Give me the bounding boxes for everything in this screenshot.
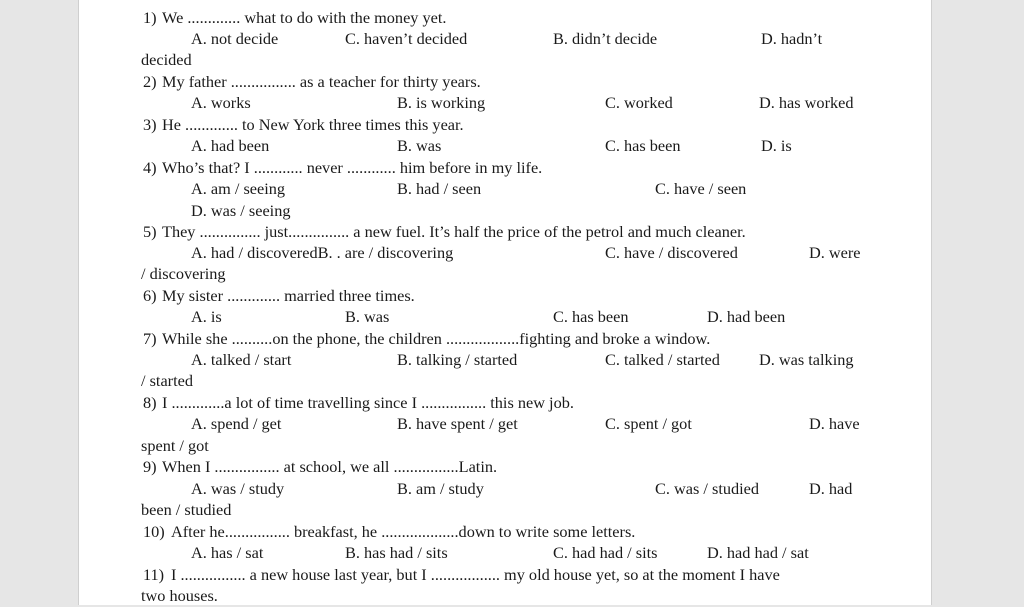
question-stem: Who’s that? I ............ never ............ him before in my life. xyxy=(162,158,543,177)
option: D. were xyxy=(809,243,861,262)
exercise-list xyxy=(79,0,931,605)
question-number: 4) xyxy=(143,158,157,177)
option: D. was talking xyxy=(759,350,854,369)
option: A. talked / start xyxy=(191,350,292,369)
option: D. hadn’t xyxy=(761,29,823,48)
question-stem: I ................ a new house last year, but I ................. my old house yet, so at the moment I have xyxy=(171,565,780,584)
question-stem: My father ................ as a teacher for thirty years. xyxy=(162,72,481,91)
question-number: 10) xyxy=(143,522,165,541)
option: A. was / study xyxy=(191,479,285,498)
option-wrap: been / studied xyxy=(141,500,232,519)
option: B. was xyxy=(397,136,442,155)
option: C. has been xyxy=(553,307,629,326)
question-number: 9) xyxy=(143,457,157,476)
option: D. is xyxy=(761,136,792,155)
question-stem: I .............a lot of time travelling since I ................ this new job. xyxy=(162,393,574,412)
option: A. spend / get xyxy=(191,414,282,433)
option: B. was xyxy=(345,307,390,326)
option: A. not decide xyxy=(191,29,279,48)
option: C. had had / sits xyxy=(553,543,658,562)
option: B. didn’t decide xyxy=(553,29,658,48)
option: A. works xyxy=(191,93,251,112)
option: C. have / seen xyxy=(655,179,747,198)
question-number: 3) xyxy=(143,115,157,134)
option: B. has had / sits xyxy=(345,543,448,562)
option: B. talking / started xyxy=(397,350,518,369)
option-wrap: two houses. xyxy=(141,586,218,605)
option: A. had / discoveredB. . are / discovering xyxy=(191,243,454,262)
option: D. had been xyxy=(707,307,786,326)
question-number: 8) xyxy=(143,393,157,412)
option: D. was / seeing xyxy=(191,201,291,220)
option-wrap: / started xyxy=(141,371,193,390)
option: A. am / seeing xyxy=(191,179,286,198)
option: B. had / seen xyxy=(397,179,482,198)
option-wrap: / discovering xyxy=(141,264,226,283)
question-number: 2) xyxy=(143,72,157,91)
question-number: 1) xyxy=(143,8,157,27)
question-stem: They ............... just............... a new fuel. It’s half the price of the petrol and much cleaner. xyxy=(162,222,746,241)
option: B. am / study xyxy=(397,479,484,498)
option: C. spent / got xyxy=(605,414,692,433)
question-number: 7) xyxy=(143,329,157,348)
question-stem: He ............. to New York three times this year. xyxy=(162,115,464,134)
option-wrap: decided xyxy=(141,50,192,69)
document-page xyxy=(78,0,932,605)
option: C. has been xyxy=(605,136,681,155)
option: D. have xyxy=(809,414,860,433)
question-stem: After he................ breakfast, he ...................down to write some letters. xyxy=(171,522,636,541)
option: A. is xyxy=(191,307,222,326)
question-stem: When I ................ at school, we all ................Latin. xyxy=(162,457,498,476)
option: D. had had / sat xyxy=(707,543,809,562)
option: C. was / studied xyxy=(655,479,760,498)
question-number: 11) xyxy=(143,565,165,584)
question-number: 6) xyxy=(143,286,157,305)
option: C. worked xyxy=(605,93,673,112)
question-stem: While she ..........on the phone, the children ..................fighting and broke a window. xyxy=(162,329,711,348)
option: C. haven’t decided xyxy=(345,29,468,48)
question-stem: We ............. what to do with the money yet. xyxy=(162,8,447,27)
option: C. talked / started xyxy=(605,350,720,369)
option-wrap: spent / got xyxy=(141,436,209,455)
option: A. had been xyxy=(191,136,270,155)
option: B. is working xyxy=(397,93,486,112)
option: D. has worked xyxy=(759,93,854,112)
option: C. have / discovered xyxy=(605,243,738,262)
option: B. have spent / get xyxy=(397,414,518,433)
question-stem: My sister ............. married three times. xyxy=(162,286,415,305)
question-number: 5) xyxy=(143,222,157,241)
option: D. had xyxy=(809,479,853,498)
option: A. has / sat xyxy=(191,543,264,562)
